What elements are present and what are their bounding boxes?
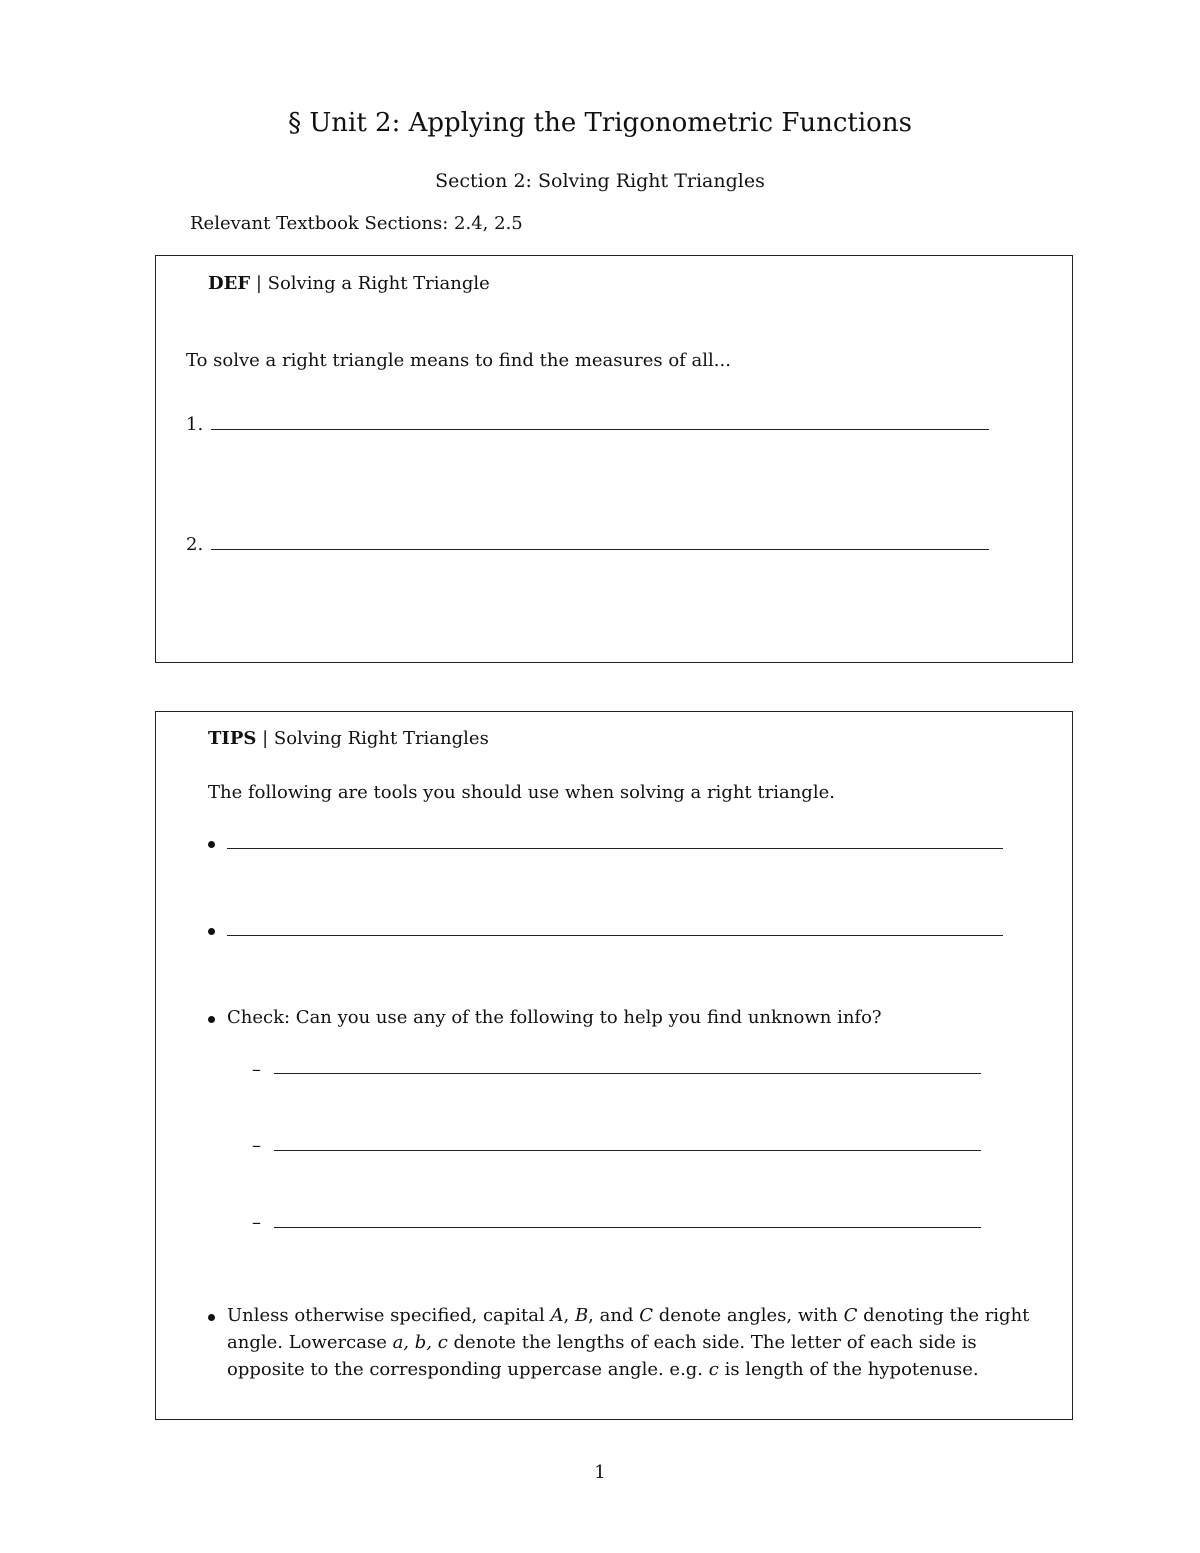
definition-intro: To solve a right triangle means to find the measures of all...	[186, 350, 731, 371]
definition-heading	[208, 273, 490, 294]
dash-marker: –	[252, 1212, 261, 1233]
tips-intro: The following are tools you should use when solving a right triangle.	[208, 782, 835, 803]
tips-answer-line-2[interactable]	[227, 935, 1003, 936]
page-title: § Unit 2: Applying the Trigonometric Functions	[288, 108, 912, 138]
check-question: Check: Can you use any of the following to help you find unknown info?	[227, 1007, 882, 1028]
tips-heading-text: Solving Right Triangles	[273, 728, 489, 749]
dash-marker: –	[252, 1059, 261, 1080]
side-letters: a, b, c	[392, 1332, 448, 1353]
page-number: 1	[594, 1462, 606, 1483]
tips-tag: TIPS	[208, 728, 257, 749]
bullet-dot	[208, 928, 215, 935]
bullet-dot	[208, 841, 215, 848]
def-tag: DEF	[208, 273, 251, 294]
angle-c-symbol: C	[843, 1305, 858, 1326]
item-number-1: 1.	[186, 414, 204, 435]
check-answer-line-1[interactable]	[274, 1073, 981, 1074]
tips-answer-line-1[interactable]	[227, 848, 1003, 849]
angle-b-symbol: B	[574, 1305, 589, 1326]
side-c-symbol: c	[708, 1359, 719, 1380]
def-heading-text: Solving a Right Triangle	[267, 273, 490, 294]
tips-heading	[208, 728, 489, 749]
dash-marker: –	[252, 1135, 261, 1156]
check-answer-line-3[interactable]	[274, 1227, 981, 1228]
answer-line-2[interactable]	[211, 549, 989, 550]
heading-separator: |	[256, 728, 274, 749]
angle-c-symbol: C	[639, 1305, 653, 1326]
definition-box	[155, 255, 1073, 663]
check-answer-line-2[interactable]	[274, 1150, 981, 1151]
bullet-dot	[208, 1314, 215, 1321]
item-number-2: 2.	[186, 534, 204, 555]
bullet-dot	[208, 1016, 215, 1023]
tips-box	[155, 711, 1073, 1420]
notation-note: Unless otherwise specified, capital A, B, and C denote angles, with C denoting the right angle. Lowercase a, b, c denote the lengths of each side. The letter of each side is opposite to the corresponding uppercase angle. e.g. c is length of the hypotenuse.	[227, 1305, 1030, 1380]
answer-line-1[interactable]	[211, 429, 989, 430]
relevant-textbook-sections: Relevant Textbook Sections: 2.4, 2.5	[190, 213, 523, 234]
section-subtitle: Section 2: Solving Right Triangles	[435, 170, 765, 192]
angle-a-symbol: A	[550, 1305, 564, 1326]
heading-separator: |	[250, 273, 268, 294]
